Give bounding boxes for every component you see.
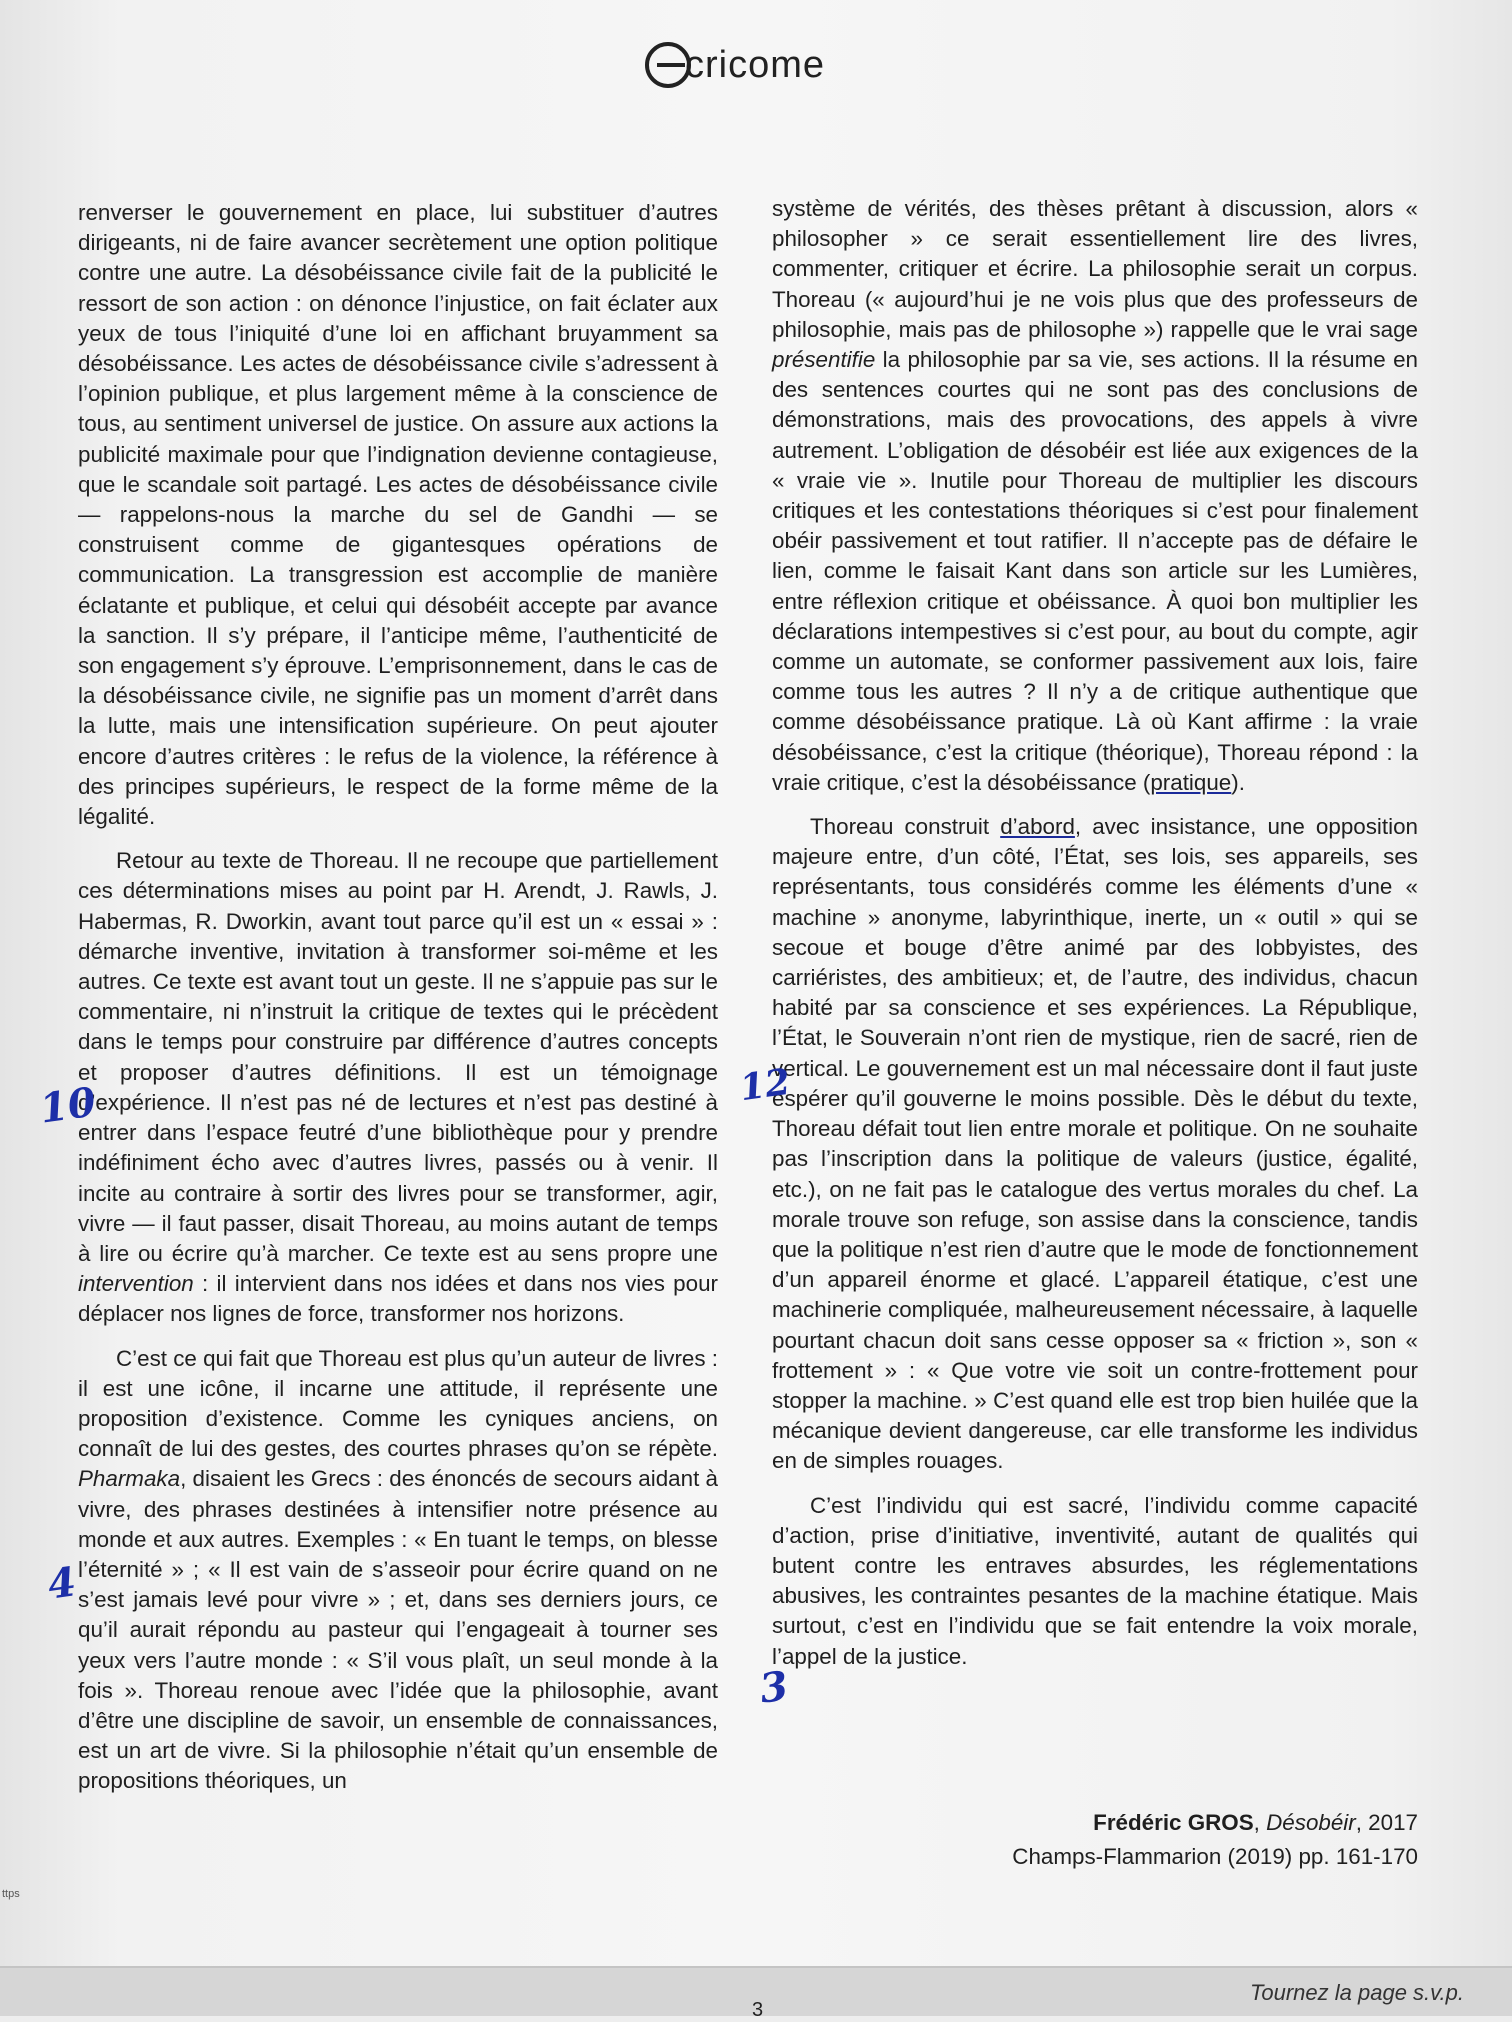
left-p3-text-a: C’est ce qui fait que Thoreau est plus qu’un auteur de livres : il est une icône, il incarne une attitude, il représente une proposition d’existence. Comme les cyniques anciens, on connaît de lui des gestes, des courtes phrases qu’on se répète. [78, 1345, 718, 1462]
left-paragraph-1: renverser le gouvernement en place, lui substituer d’autres dirigeants, ni de faire avancer secrètement une option politique contre une autre. La désobéissance civile fait de la publicité le ressort de son action : on dénonce l’injustice, on fait éclater aux yeux de tous l’iniquité d’une loi en affichant bruyamment sa désobéissance. Les actes de désobéissance civile s’adressent à l’opinion publique, et plus largement même à la conscience de tous, au sentiment universel de justice. On assure aux actions la publicité maximale pour que l’indignation devienne contagieuse, que le scandale soit partagé. Les actes de désobéissance civile — rappelons-nous la marche du sel de Gandhi — se construisent comme de gigantesques opérations de communication. La transgression est accomplie de manière éclatante et publique, et celui qui désobéit accepte par avance la sanction. Il s’y prépare, il l’anticipe même, l’authenticité de son engagement s’y éprouve. L’emprisonnement, dans le cas de la désobéissance civile, ne signifie pas un moment d’arrêt dans la lutte, mais une intensification supérieure. On peut ajouter encore d’autres critères : le refus de la violence, la référence à des principes supérieurs, le respect de la forme même de la légalité. [78, 200, 718, 830]
next-page-note: Tournez la page s.v.p. [1249, 1980, 1464, 2005]
right-p1-emphasis: présentifie [772, 347, 876, 373]
page-number: 3 [752, 1999, 764, 2021]
source-citation [1012, 1806, 1418, 1874]
left-column [78, 198, 718, 1797]
right-column [772, 194, 1418, 1672]
ecricome-logo [645, 30, 825, 100]
citation-year: , 2017 [1355, 1810, 1418, 1835]
left-p2-text-a: Retour au texte de Thoreau. Il ne recoupe que partiellement ces déterminations mises au point par H. Arendt, J. Rawls, J. Habermas, R. Dworkin, avant tout parce qu’il est un « essai » : démarche inventive, invitation à transformer soi-même et les autres. Ce texte est avant tout un geste. Il ne s’appuie pas sur le commentaire, ni n’instruit la critique de textes qui le précèdent dans le temps pour construire par différence d’autres concepts et proposer d’autres définitions. Il est un témoignage d’expérience. Il n’est pas né de lectures et n’est pas destiné à entrer dans l’espace feutré d’une bibliothèque pour y prendre indéfiniment écho avec d’autres livres, passés ou à venir. Il incite au contraire à sortir des livres pour se transformer, agir, vivre — il faut passer, disait Thoreau, au moins autant de temps à lire ou écrire qu’à marcher. Ce texte est au sens propre une [78, 848, 718, 1266]
right-paragraph-1 [772, 194, 1418, 798]
right-paragraph-2 [772, 812, 1418, 1476]
side-label: ttps [2, 1888, 20, 1900]
left-paragraph-2 [78, 846, 718, 1329]
handwritten-mark-12: 12 [737, 1060, 793, 1110]
citation-author: Frédéric GROS [1093, 1810, 1254, 1835]
right-p1-text-a: système de vérités, des thèses prêtant à discussion, alors « philosopher » ce serait essentiellement lire des livres, commenter, critiquer et écrire. La philosophie serait un corpus. Thoreau (« aujourd’hui je ne vois plus que des professeurs de philosophie, mais pas de philosophe ») rappelle que le vrai sage [772, 196, 1418, 342]
right-paragraph-3: C’est l’individu qui est sacré, l’individu comme capacité d’action, prise d’initiative, inventivité, autant de qualités qui butent contre les entraves absurdes, les réglementations abusives, les contraintes pesantes de la machine étatique. Mais surtout, c’est en l’individu que se fait entendre la voix morale, l’appel de la justice. [772, 1492, 1418, 1669]
right-p1-text-c: ). [1231, 769, 1245, 795]
right-p1-underlined: pratique [1150, 769, 1232, 795]
citation-edition: Champs-Flammarion (2019) pp. 161-170 [1012, 1844, 1418, 1869]
left-paragraph-3 [78, 1344, 718, 1797]
ecricome-logo-mark [645, 42, 691, 88]
left-p2-emphasis: intervention [78, 1271, 194, 1297]
logo-text: cricome [685, 43, 826, 86]
left-p3-emphasis: Pharmaka [78, 1466, 181, 1492]
right-p2-text-a: Thoreau construit [810, 814, 1001, 840]
handwritten-mark-3: 3 [756, 1662, 791, 1713]
handwritten-mark-10: 10 [37, 1078, 99, 1133]
right-p1-text-b: la philosophie par sa vie, ses actions. Il la résume en des sentences courtes qui ne sont pas des conclusions de démonstrations, mais des provocations, des appels à vivre autrement. L’obligation de désobéir est liée aux exigences de la « vraie vie ». Inutile pour Thoreau de multiplier les discours critiques et les contestations théoriques si c’est pour finalement obéir passivement et tout ratifier. Il n’accepte pas de défaire le lien, comme le faisait Kant dans son article sur les Lumières, entre réflexion critique et obéissance. À quoi bon multiplier les déclarations intempestives si c’est pour, au bout du compte, agir comme un automate, se conformer passivement aux lois, faire comme tous les autres ? Il n’y a de critique authentique que comme désobéissance pratique. Là où Kant affirme : la vraie désobéissance, c’est la critique (théorique), Thoreau répond : la vraie critique, c’est la désobéissance ( [772, 347, 1418, 795]
right-p2-text-b: , avec insistance, une opposition majeure entre, d’un côté, l’État, ses lois, ses appareils, ses représentants, tous considérés comme les éléments d’une « machine » anonyme, labyrinthique, inerte, un « outil » qui se secoue et bouge d’être animé par des lobbyistes, des carriéristes, des ambitieux; et, de l’autre, des individus, chacun habité par sa conscience et ses expériences. La République, l’État, le Souverain n’ont rien de mystique, rien de sacré, rien de vertical. Le gouvernement est un mal nécessaire dont il faut juste espérer qu’il gouverne le moins possible. Dès le début du texte, Thoreau défait tout lien entre morale et politique. On ne souhaite pas l’inscription dans la politique de valeurs (justice, égalité, etc.), on ne fait pas le catalogue des vertus morales du chef. La morale trouve son refuge, son assise dans la conscience, tandis que la politique n’est rien d’autre que le mode de fonctionnement d’un appareil énorme et glacé. L’appareil étatique, c’est une machinerie compliquée, malheureusement nécessaire, à laquelle pourtant chacun doit sans cesse opposer sa « friction », son « frottement » : « Que votre vie soit un contre-frottement pour stopper la machine. » C’est quand elle est trop bien huilée que la mécanique devient dangereuse, car elle transforme les individus en de simples rouages. [772, 814, 1418, 1474]
right-p2-underlined: d’abord [1000, 814, 1075, 840]
citation-line-1 [1012, 1806, 1418, 1840]
handwritten-mark-4: 4 [44, 1558, 79, 1609]
citation-separator: , [1253, 1810, 1267, 1835]
left-p3-text-b: , disaient les Grecs : des énoncés de secours aidant à vivre, des phrases destinées à intensifier notre présence au monde et aux autres. Exemples : « En tuant le temps, on blesse l’éternité » ; « Il est vain de s’asseoir pour écrire quand on ne s’est jamais levé pour vivre » ; et, dans ses derniers jours, ce qu’il aurait répondu au pasteur qui l’engageait à tourner ses yeux vers l’autre monde : « S’il vous plaît, un seul monde à la fois ». Thoreau renoue avec l’idée que la philosophie, avant d’être une discipline de savoir, un ensemble de connaissances, est un art de vivre. Si la philosophie n’était qu’un ensemble de propositions théoriques, un [78, 1466, 718, 1794]
citation-title: Désobéir [1266, 1810, 1356, 1835]
footer-bar [0, 1966, 1512, 2021]
left-p2-text-b: : il intervient dans nos idées et dans nos vies pour déplacer nos lignes de force, transformer nos horizons. [78, 1271, 718, 1327]
